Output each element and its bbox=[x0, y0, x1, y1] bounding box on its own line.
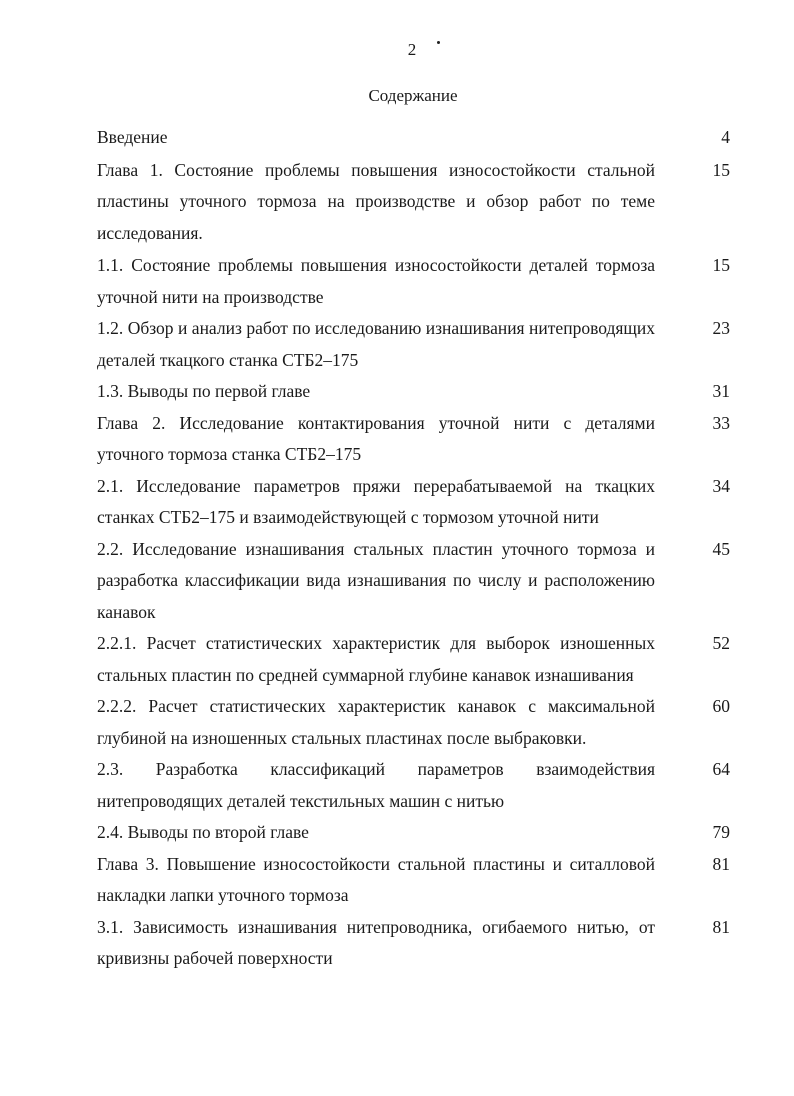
toc-entry-text: Введение bbox=[97, 127, 168, 147]
toc-entry-1-3 bbox=[97, 376, 757, 408]
toc-entry-page: 60 bbox=[712, 696, 730, 716]
toc-entry-text: Глава 3. Повышение износостойкости стальной пластины и ситалловой накладки лапки уточного тормоза bbox=[97, 853, 655, 905]
toc-entry-text: 2.1. Исследование параметров пряжи перерабатываемой на ткацких станках СТБ2–175 и взаимодействующей с тормозом уточной нити bbox=[97, 475, 655, 527]
toc-entry-3-1 bbox=[97, 912, 757, 975]
toc-entry-text: 1.2. Обзор и анализ работ по исследованию изнашивания нитепроводящих деталей ткацкого станка СТБ2–175 bbox=[97, 318, 655, 370]
toc-entry-page: 81 bbox=[712, 853, 730, 874]
toc-entry-page: 15 bbox=[712, 159, 730, 180]
toc-entry-text: 2.4. Выводы по второй главе bbox=[97, 822, 309, 842]
scan-speck bbox=[437, 41, 440, 44]
toc-entry-page: 64 bbox=[712, 759, 730, 779]
toc-entry-2-4 bbox=[97, 817, 757, 849]
toc-entry-page: 4 bbox=[721, 127, 730, 147]
toc-entry-chapter-2 bbox=[97, 408, 757, 471]
toc-entry-page: 31 bbox=[712, 381, 730, 401]
toc-entry-page: 52 bbox=[712, 633, 730, 653]
toc-entry-2-2 bbox=[97, 534, 757, 629]
toc-entry-page: 81 bbox=[712, 916, 730, 937]
toc-entry-page: 33 bbox=[712, 412, 730, 433]
toc-entry-text: 1.3. Выводы по первой главе bbox=[97, 381, 311, 401]
toc-entry-2-3 bbox=[97, 754, 757, 817]
toc-entry-1-1 bbox=[97, 250, 757, 313]
toc-entry-page: 45 bbox=[712, 538, 730, 559]
toc-entry-2-2-2 bbox=[97, 691, 757, 754]
toc-entry-introduction bbox=[97, 122, 757, 154]
toc-entry-page: 15 bbox=[712, 255, 730, 275]
toc-entry-text: 1.1. Состояние проблемы повышения износостойкости деталей тормоза уточной нити на производстве bbox=[97, 255, 655, 307]
toc-entry-2-1 bbox=[97, 471, 757, 534]
toc-entry-text: 3.1. Зависимость изнашивания нитепроводника, огибаемого нитью, от кривизны рабочей поверхности bbox=[97, 916, 655, 968]
toc-entry-text: 2.2.2. Расчет статистических характеристик канавок с максимальной глубиной на изношенных стальных пластинах после выбраковки. bbox=[97, 696, 655, 748]
toc-entry-page: 79 bbox=[712, 822, 730, 842]
table-of-contents bbox=[97, 122, 757, 975]
toc-entry-text: Глава 1. Состояние проблемы повышения износостойкости стальной пластины уточного тормоза на производстве и обзор работ по теме исследования. bbox=[97, 159, 655, 243]
toc-entry-chapter-3 bbox=[97, 849, 757, 912]
toc-entry-page: 34 bbox=[712, 475, 730, 496]
toc-entry-text: 2.3. Разработка классификаций параметров взаимодействия нитепроводящих деталей текстильных машин с нитью bbox=[97, 759, 655, 811]
toc-entry-text: 2.2.1. Расчет статистических характеристик для выборок изношенных стальных пластин по средней суммарной глубине канавок изнашивания bbox=[97, 633, 655, 685]
toc-entry-page: 23 bbox=[712, 318, 730, 338]
toc-entry-text: Глава 2. Исследование контактирования уточной нити с деталями уточного тормоза станка СТБ2–175 bbox=[97, 412, 655, 464]
toc-entry-2-2-1 bbox=[97, 628, 757, 691]
toc-entry-chapter-1 bbox=[97, 155, 757, 250]
toc-entry-text: 2.2. Исследование изнашивания стальных пластин уточного тормоза и разработка классификации вида изнашивания по числу и расположению канавок bbox=[97, 538, 655, 622]
page-number: 2 bbox=[407, 40, 417, 59]
page-title: Содержание bbox=[368, 86, 458, 105]
toc-entry-1-2 bbox=[97, 313, 757, 376]
